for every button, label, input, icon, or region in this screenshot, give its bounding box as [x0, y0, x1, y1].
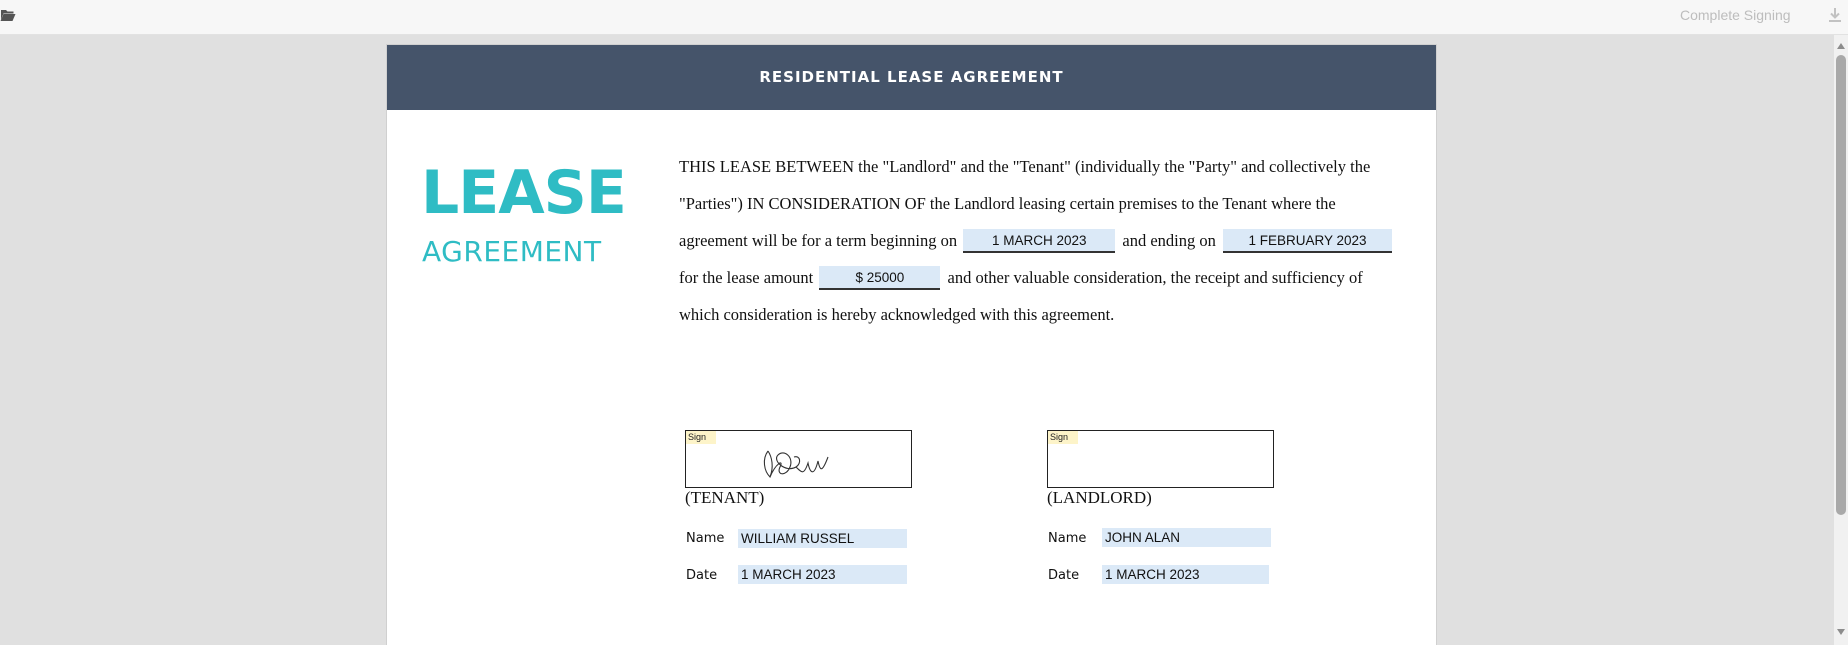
term-begin-text: agreement will be for a term beginning on	[679, 231, 958, 250]
scroll-down-button[interactable]	[1834, 625, 1848, 639]
tenant-name-field[interactable]: WILLIAM RUSSEL	[738, 529, 907, 548]
tenant-name-label: Name	[686, 531, 725, 546]
tenant-signature-image	[756, 437, 846, 483]
start-date-field[interactable]: 1 MARCH 2023	[963, 229, 1115, 253]
paragraph-line-3	[679, 222, 1399, 259]
landlord-date-label: Date	[1048, 568, 1080, 583]
tenant-signature-box[interactable]	[685, 430, 912, 488]
logo-lease-text: LEASE	[421, 158, 626, 228]
open-file-button[interactable]	[0, 6, 18, 24]
landlord-name-label: Name	[1048, 531, 1087, 546]
lease-amount-field[interactable]: $ 25000	[819, 266, 940, 290]
logo-agreement-text: AGREEMENT	[422, 235, 602, 268]
triangle-down-icon	[1834, 625, 1848, 639]
paragraph-line-1: THIS LEASE BETWEEN the "Landlord" and the "Tenant" (individually the "Party" and collectively the	[679, 157, 1371, 176]
tenant-date-label: Date	[686, 568, 718, 583]
landlord-signature-box[interactable]	[1047, 430, 1274, 488]
toolbar	[0, 0, 1848, 35]
landlord-name-field[interactable]: JOHN ALAN	[1102, 528, 1271, 547]
download-button[interactable]	[1826, 6, 1844, 24]
folder-open-icon	[0, 6, 18, 24]
document-page	[386, 44, 1437, 645]
landlord-label: (LANDLORD)	[1047, 488, 1152, 507]
consideration-text: and other valuable consideration, the receipt and sufficiency of	[947, 268, 1363, 287]
scroll-up-button[interactable]	[1834, 39, 1848, 53]
paragraph-line-4	[679, 259, 1399, 296]
complete-signing-button[interactable]: Complete Signing	[1680, 7, 1791, 23]
scrollbar-thumb[interactable]	[1836, 55, 1846, 515]
landlord-date-field[interactable]: 1 MARCH 2023	[1102, 565, 1269, 584]
term-end-text: and ending on	[1122, 231, 1216, 250]
tenant-label: (TENANT)	[685, 488, 765, 507]
triangle-up-icon	[1834, 39, 1848, 53]
lease-paragraph	[679, 148, 1399, 333]
tenant-sign-tag: Sign	[686, 431, 716, 444]
end-date-field[interactable]: 1 FEBRUARY 2023	[1223, 229, 1392, 253]
download-icon	[1826, 6, 1844, 24]
document-viewer	[0, 35, 1834, 645]
tenant-date-field[interactable]: 1 MARCH 2023	[738, 565, 907, 584]
landlord-sign-tag: Sign	[1048, 431, 1078, 444]
paragraph-line-5: which consideration is hereby acknowledged with this agreement.	[679, 305, 1115, 324]
vertical-scrollbar[interactable]	[1834, 35, 1848, 645]
lease-amount-text: for the lease amount	[679, 268, 814, 287]
page-title: RESIDENTIAL LEASE AGREEMENT	[387, 45, 1436, 110]
paragraph-line-2: "Parties") IN CONSIDERATION OF the Landlord leasing certain premises to the Tenant where the	[679, 194, 1336, 213]
